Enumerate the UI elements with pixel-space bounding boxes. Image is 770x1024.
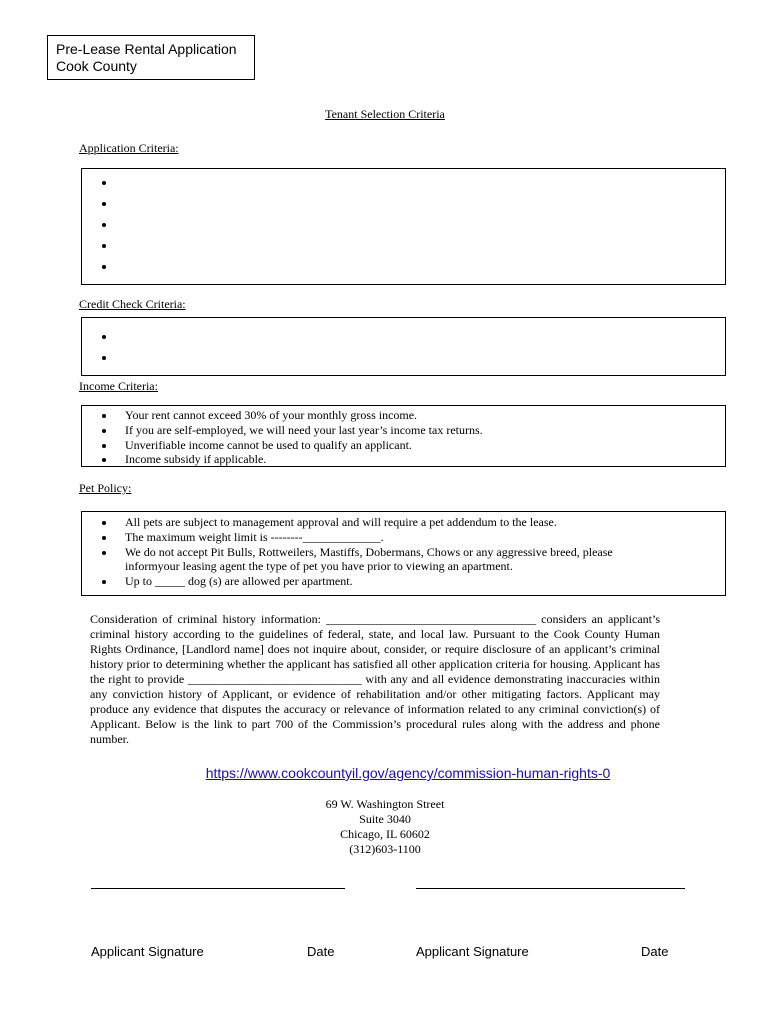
income-criteria-list <box>82 408 725 467</box>
application-criteria-list <box>82 172 725 277</box>
list-item[interactable] <box>82 235 725 256</box>
credit-check-criteria-box[interactable] <box>81 317 726 376</box>
date-label-2: Date <box>641 944 669 959</box>
income-criteria-label: Income Criteria: <box>79 379 158 393</box>
date-label-1: Date <box>307 944 335 959</box>
pet-policy-list <box>82 515 725 589</box>
list-item: If you are self-employed, we will need your last year’s income tax returns. <box>82 423 725 438</box>
list-item: Income subsidy if applicable. <box>82 452 725 467</box>
commission-rules-link[interactable]: https://www.cookcountyil.gov/agency/commission-human-rights-0 <box>205 765 611 781</box>
application-criteria-box[interactable] <box>81 168 726 285</box>
list-item: Up to _____ dog (s) are allowed per apartment. <box>82 574 645 589</box>
application-criteria-label: Application Criteria: <box>79 141 179 155</box>
applicant-signature-label-1: Applicant Signature <box>91 944 204 959</box>
list-item: The maximum weight limit is --------_____________. <box>82 530 645 545</box>
list-item: Unverifiable income cannot be used to qualify an applicant. <box>82 438 725 453</box>
address-phone: (312)603-1100 <box>349 842 421 856</box>
address-suite: Suite 3040 <box>359 812 411 826</box>
list-item[interactable] <box>82 172 725 193</box>
form-title-box <box>47 35 255 80</box>
income-criteria-box <box>81 405 726 467</box>
form-title: Pre-Lease Rental Application <box>56 41 237 57</box>
pet-policy-label: Pet Policy: <box>79 481 132 495</box>
address-city: Chicago, IL 60602 <box>340 827 430 841</box>
credit-check-criteria-label: Credit Check Criteria: <box>79 297 186 311</box>
list-item: Your rent cannot exceed 30% of your monthly gross income. <box>82 408 725 423</box>
applicant-signature-label-2: Applicant Signature <box>416 944 529 959</box>
criminal-history-paragraph: Consideration of criminal history information: ___________________________________ considers an applicant’s criminal history according to the guidelines of federal, state, and local law. Pursuant to the Cook County Human Rights Ordinance, [Landlord name] does not inquire about, consider, or require disclosure of an applicant’s criminal history prior to determining whether the applicant has satisfied all other application criteria for housing. Applicant has the right to provide _____________________________ with any and all evidence demonstrating inaccuracies within any conviction history of Applicant, or evidence of rehabilitation and/or other mitigating factors. Applicant may produce any evidence that disputes the accuracy or relevance of information related to any criminal conviction(s) of Applicant. Below is the link to part 700 of the Commission’s procedural rules along with the address and phone number. <box>90 612 660 746</box>
credit-check-criteria-list <box>82 326 725 368</box>
list-item[interactable] <box>82 214 725 235</box>
signature-line-2[interactable] <box>416 888 685 889</box>
commission-address <box>0 797 770 857</box>
list-item[interactable] <box>82 193 725 214</box>
page-title: Tenant Selection Criteria <box>325 107 445 121</box>
signature-line-1[interactable] <box>91 888 345 889</box>
list-item[interactable] <box>82 256 725 277</box>
form-subtitle: Cook County <box>56 58 137 74</box>
address-street: 69 W. Washington Street <box>325 797 445 811</box>
list-item: All pets are subject to management approval and will require a pet addendum to the lease. <box>82 515 645 530</box>
list-item[interactable] <box>82 326 725 347</box>
list-item[interactable] <box>82 347 725 368</box>
list-item: We do not accept Pit Bulls, Rottweilers, Mastiffs, Dobermans, Chows or any aggressive breed, please informyour leasing agent the type of pet you have prior to viewing an apartment. <box>82 545 645 575</box>
pet-policy-box <box>81 511 726 596</box>
